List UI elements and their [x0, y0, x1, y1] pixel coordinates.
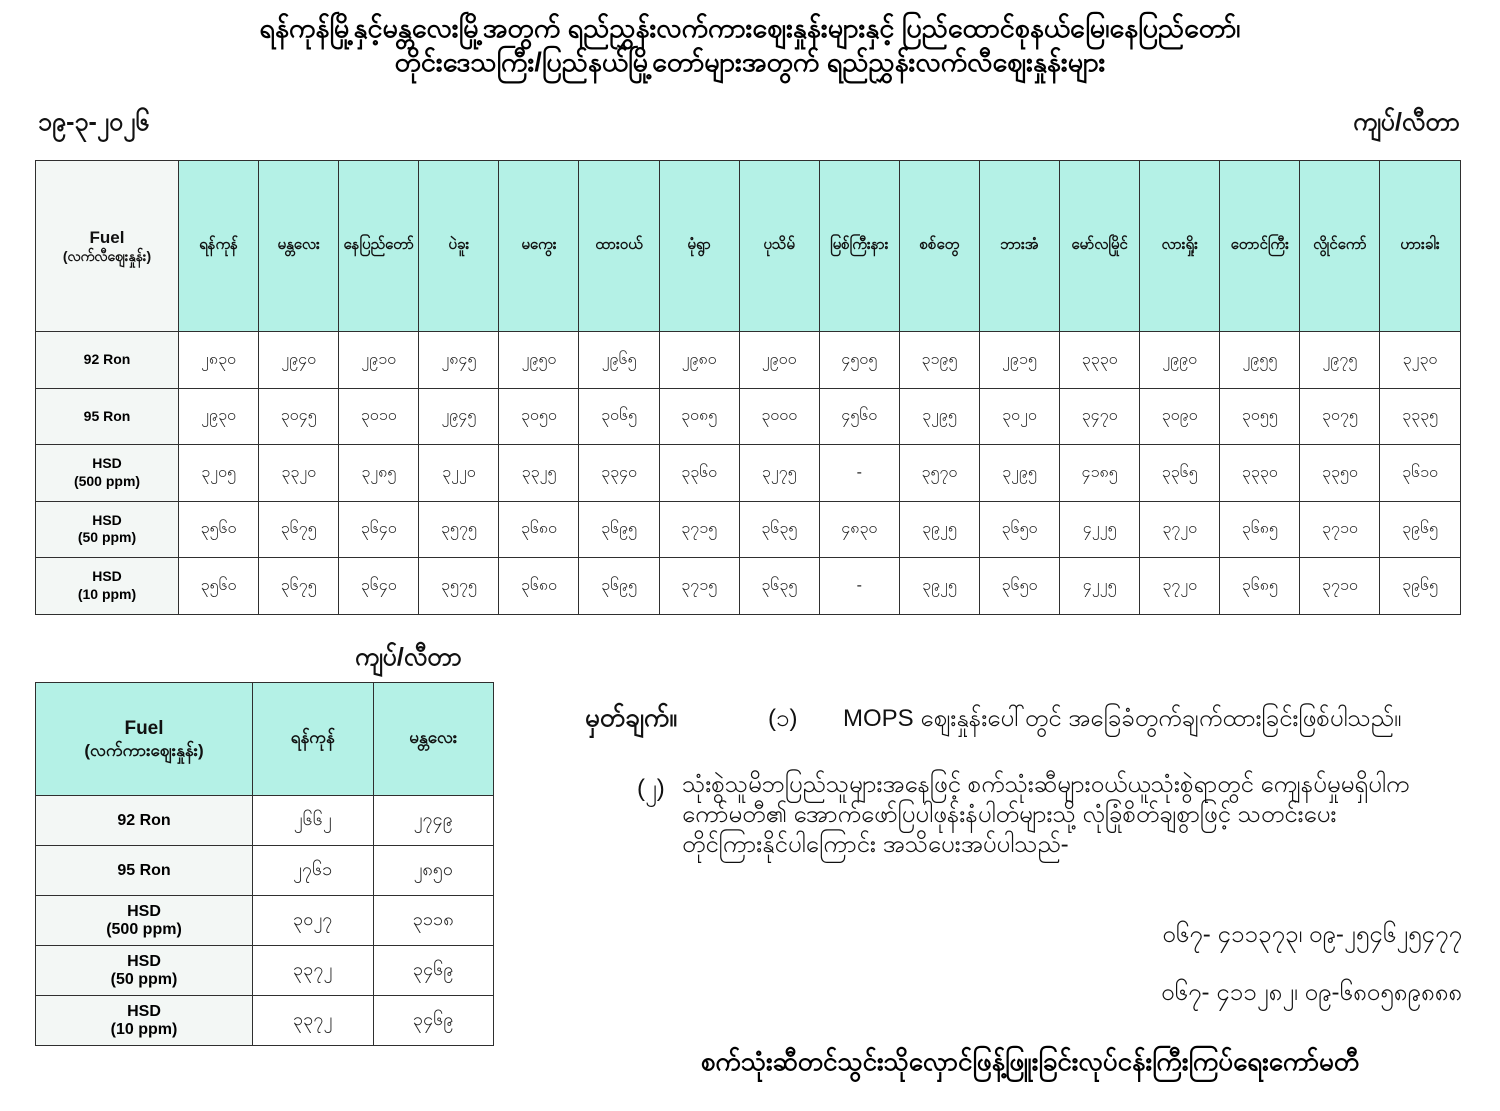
price-cell: ၃၀၇၅ — [1300, 388, 1380, 445]
price-cell: ၃၉၆၅ — [1380, 501, 1460, 558]
price-cell: ၃၇၁၀ — [1300, 501, 1380, 558]
note-1-number: (၁) — [768, 705, 798, 732]
price-cell: ၃၆၈၀ — [499, 558, 579, 615]
price-cell: ၂၉၈၀ — [659, 332, 739, 389]
price-cell: ၄၂၂၅ — [1060, 501, 1140, 558]
price-cell: ၃၆၈၅ — [1220, 558, 1300, 615]
price-cell: ၃၅၆၀ — [179, 558, 259, 615]
city-header: မြစ်ကြီးနား — [819, 161, 899, 332]
note-2-line-2: ကော်မတီ၏ အောက်ဖော်ပြပါဖုန်းနံပါတ်များသို့ လုံခြုံစိတ်ချစွာဖြင့် သတင်းပေး — [682, 801, 1337, 828]
price-cell: ၃၃၇၂ — [253, 996, 374, 1046]
price-cell: - — [819, 445, 899, 502]
note-2-text — [682, 770, 1482, 860]
price-cell: ၃၃၃၅ — [1380, 388, 1460, 445]
price-cell: ၃၆၅၀ — [979, 558, 1059, 615]
price-cell: ၂၉၇၅ — [1300, 332, 1380, 389]
table-row — [36, 501, 1461, 558]
price-cell: ၃၀၀၀ — [739, 388, 819, 445]
table-row — [36, 946, 494, 996]
committee-footer: စက်သုံးဆီတင်သွင်းသိုလှောင်ဖြန့်ဖြူးခြင်းလုပ်ငန်းကြီးကြပ်ရေးကော်မတီ — [700, 1046, 1360, 1076]
city-header: ထားဝယ် — [579, 161, 659, 332]
price-cell: ၃၇၁၀ — [1300, 558, 1380, 615]
fuel-row-label-line-1: HSD — [92, 568, 122, 585]
price-cell: ၃၃၃၀ — [1220, 445, 1300, 502]
city-header: မန္တလေး — [259, 161, 339, 332]
price-cell: ၂၈၅၀ — [373, 846, 494, 896]
fuel-row-label-line-1: 92 Ron — [117, 811, 171, 829]
fuel-row-label — [36, 796, 253, 846]
table-row — [36, 388, 1461, 445]
price-cell: ၃၀၂၇ — [253, 896, 374, 946]
note-2-line-1: သုံးစွဲသူမိဘပြည်သူများအနေဖြင့် စက်သုံးဆီများဝယ်ယူသုံးစွဲရာတွင် ကျေနပ်မှုမရှိပါက — [682, 771, 1410, 798]
price-cell: ၄၈၃၀ — [819, 501, 899, 558]
fuel-row-label — [36, 946, 253, 996]
fuel-row-label — [36, 332, 179, 389]
city-header: စစ်တွေ — [899, 161, 979, 332]
fuel-row-label-line-2: (10 ppm) — [110, 1020, 178, 1038]
price-cell: ၃၆၅၀ — [979, 501, 1059, 558]
page-title-line-1: ရန်ကုန်မြို့နှင့်မန္တလေးမြို့အတွက် ရည်ညွှန်းလက်ကားဈေးနှုန်းများနှင့် ပြည်ထောင်စုနယ်မြေ၊နေပြည်တော်၊ — [259, 13, 1241, 43]
price-cell: ၃၃၂၀ — [259, 445, 339, 502]
contact-phone-numbers — [850, 918, 1462, 1034]
wholesale-fuel-header — [36, 683, 253, 796]
price-cell: ၃၅၇၅ — [419, 558, 499, 615]
price-cell: ၃၃၄၀ — [579, 445, 659, 502]
price-cell: ၃၃၇၂ — [253, 946, 374, 996]
city-header: ပဲခူး — [419, 161, 499, 332]
price-cell: ၃၆၉၅ — [579, 501, 659, 558]
price-cell: ၂၉၄၀ — [259, 332, 339, 389]
city-header: ပုသိမ် — [739, 161, 819, 332]
table-row — [36, 332, 1461, 389]
price-cell: ၂၇၄၉ — [373, 796, 494, 846]
price-cell: ၃၀၈၅ — [659, 388, 739, 445]
fuel-row-label-line-2: (500 ppm) — [73, 472, 141, 489]
price-cell: ၃၃၆၅ — [1140, 445, 1220, 502]
price-cell: ၂၇၆၁ — [253, 846, 374, 896]
price-cell: ၃၁၉၅ — [899, 332, 979, 389]
fuel-row-label — [36, 846, 253, 896]
note-2-number: (၂) — [637, 775, 665, 802]
price-cell: ၂၉၅၅ — [1220, 332, 1300, 389]
retail-header-row — [36, 161, 1461, 332]
price-cell: ၃၀၄၅ — [259, 388, 339, 445]
price-cell: ၂၈၃၀ — [179, 332, 259, 389]
price-cell: ၃၆၁၀ — [1380, 445, 1460, 502]
price-cell: ၃၆၃၅ — [739, 501, 819, 558]
note-2-line-3: တိုင်ကြားနိုင်ပါကြောင်း အသိပေးအပ်ပါသည်- — [682, 831, 1069, 858]
table-row — [36, 558, 1461, 615]
price-cell: ၂၉၉၀ — [1140, 332, 1220, 389]
city-header: လွိုင်ကော် — [1300, 161, 1380, 332]
price-cell: ၃၀၂၀ — [979, 388, 1059, 445]
price-cell: ၂၉၅၀ — [499, 332, 579, 389]
city-header: နေပြည်တော် — [339, 161, 419, 332]
fuel-row-label-line-1: HSD — [92, 455, 122, 472]
notes-heading: မှတ်ချက်။ — [585, 702, 678, 732]
price-cell: ၃၆၄၀ — [339, 501, 419, 558]
wholesale-price-table — [35, 682, 494, 1046]
price-cell: ၂၉၁၀ — [339, 332, 419, 389]
wholesale-fuel-header-line-2: (လက်ကားဈေးနှုန်း) — [84, 741, 204, 761]
price-cell: ၂၉၃၀ — [179, 388, 259, 445]
price-cell: ၃၅၆၀ — [179, 501, 259, 558]
city-header: လားရှိုး — [1140, 161, 1220, 332]
price-cell: ၃၀၅၀ — [499, 388, 579, 445]
price-cell: ၄၁၈၅ — [1060, 445, 1140, 502]
fuel-row-label-line-1: HSD — [127, 902, 161, 920]
price-cell: ၂၉၆၅ — [579, 332, 659, 389]
fuel-row-label-line-1: 95 Ron — [83, 407, 131, 424]
table-row — [36, 896, 494, 946]
table-row — [36, 996, 494, 1046]
price-cell: ၃၄၆၉ — [373, 996, 494, 1046]
price-cell: ၃၉၆၅ — [1380, 558, 1460, 615]
price-cell: ၃၅၇၅ — [419, 501, 499, 558]
note-1-text: MOPS ဈေးနှုန်းပေါ်တွင် အခြေခံတွက်ချက်ထားခြင်းဖြစ်ပါသည်။ — [843, 705, 1402, 732]
city-header: ဟားခါး — [1380, 161, 1460, 332]
price-cell: ၃၃၃၀ — [1060, 332, 1140, 389]
fuel-row-label-line-2: (50 ppm) — [77, 529, 137, 546]
price-cell: ၃၂၂၀ — [419, 445, 499, 502]
retail-price-table — [35, 160, 1461, 615]
fuel-row-label — [36, 501, 179, 558]
price-cell: ၃၂၉၅ — [899, 388, 979, 445]
city-header: ရန်ကုန် — [179, 161, 259, 332]
fuel-row-label-line-1: HSD — [127, 952, 161, 970]
phone-line-2: ၀၆၇- ၄၁၁၂၈၂၊ ၀၉-၆၈၀၅၈၉၈၈၈ — [1161, 979, 1462, 1006]
fuel-row-label-line-2: (500 ppm) — [106, 920, 182, 938]
price-cell: ၂၆၆၂ — [253, 796, 374, 846]
unit-label-top: ကျပ်/လီတာ — [1353, 108, 1460, 136]
price-cell: ၄၅၆၀ — [819, 388, 899, 445]
price-cell: ၃၉၂၅ — [899, 558, 979, 615]
city-header: တောင်ကြီး — [1220, 161, 1300, 332]
table-row — [36, 796, 494, 846]
fuel-row-label-line-1: 92 Ron — [83, 351, 131, 367]
price-cell: ၃၇၁၅ — [659, 501, 739, 558]
price-cell: ၃၂၃၀ — [1380, 332, 1460, 389]
price-cell: ၃၆၃၅ — [739, 558, 819, 615]
unit-label-wholesale: ကျပ်/လီတာ — [355, 643, 462, 671]
fuel-row-label — [36, 558, 179, 615]
price-cell: ၃၀၁၀ — [339, 388, 419, 445]
report-date: ၁၉-၃-၂၀၂၆ — [38, 108, 150, 136]
fuel-row-label — [36, 996, 253, 1046]
price-cell: ၄၂၂၅ — [1060, 558, 1140, 615]
price-cell: ၃၃၅၀ — [1300, 445, 1380, 502]
price-cell: ၃၆၇၅ — [259, 501, 339, 558]
fuel-row-label — [36, 388, 179, 445]
price-cell: ၃၃၂၅ — [499, 445, 579, 502]
price-cell: ၃၉၂၅ — [899, 501, 979, 558]
price-cell: ၃၀၉၀ — [1140, 388, 1220, 445]
price-cell: ၃၂၀၅ — [179, 445, 259, 502]
price-cell: ၃၀၅၅ — [1220, 388, 1300, 445]
price-cell: ၃၂၈၅ — [339, 445, 419, 502]
price-cell: ၃၀၆၅ — [579, 388, 659, 445]
fuel-row-label-line-2: (50 ppm) — [110, 970, 178, 988]
price-cell: ၃၇၂၀ — [1140, 558, 1220, 615]
price-cell: ၃၄၆၉ — [373, 946, 494, 996]
retail-fuel-header-line-1: Fuel — [89, 227, 125, 247]
city-header: မကွေး — [499, 161, 579, 332]
price-cell: ၂၉၀၀ — [739, 332, 819, 389]
wholesale-header-row — [36, 683, 494, 796]
price-cell: ၃၂၉၅ — [979, 445, 1059, 502]
price-cell: ၃၇၂၀ — [1140, 501, 1220, 558]
city-header: ရန်ကုန် — [253, 683, 374, 796]
price-cell: ၃၁၁၈ — [373, 896, 494, 946]
retail-fuel-header-line-2: (လက်လီဈေးနှုန်း) — [62, 247, 152, 264]
city-header: မော်လမြိုင် — [1060, 161, 1140, 332]
city-header: မုံရွာ — [659, 161, 739, 332]
city-header: ဘားအံ — [979, 161, 1059, 332]
phone-line-1: ၀၆၇- ၄၁၁၃၇၃၊ ၀၉-၂၅၄၆၂၅၄၇၇ — [1162, 921, 1462, 948]
fuel-row-label-line-2: (10 ppm) — [77, 585, 137, 602]
page-title — [0, 12, 1500, 80]
price-cell: - — [819, 558, 899, 615]
retail-fuel-header — [36, 161, 179, 332]
price-cell: ၃၆၇၅ — [259, 558, 339, 615]
table-row — [36, 445, 1461, 502]
price-cell: ၃၇၁၅ — [659, 558, 739, 615]
price-cell: ၃၅၇၀ — [899, 445, 979, 502]
price-cell: ၃၂၇၅ — [739, 445, 819, 502]
price-cell: ၃၆၄၀ — [339, 558, 419, 615]
wholesale-fuel-header-line-1: Fuel — [124, 717, 164, 739]
price-cell: ၃၆၈၅ — [1220, 501, 1300, 558]
price-cell: ၄၅၀၅ — [819, 332, 899, 389]
fuel-row-label-line-1: 95 Ron — [117, 861, 171, 879]
price-cell: ၃၆၈၀ — [499, 501, 579, 558]
fuel-row-label-line-1: HSD — [92, 511, 122, 528]
fuel-row-label — [36, 896, 253, 946]
fuel-row-label — [36, 445, 179, 502]
price-cell: ၂၉၁၅ — [979, 332, 1059, 389]
price-cell: ၃၆၉၅ — [579, 558, 659, 615]
price-cell: ၃၃၆၀ — [659, 445, 739, 502]
table-row — [36, 846, 494, 896]
city-header: မန္တလေး — [373, 683, 494, 796]
price-cell: ၂၈၄၅ — [419, 332, 499, 389]
price-cell: ၃၄၇၀ — [1060, 388, 1140, 445]
page-title-line-2: တိုင်းဒေသကြီး/ပြည်နယ်မြို့တော်များအတွက် ရည်ညွှန်းလက်လီဈေးနှုန်းများ — [394, 46, 1106, 77]
fuel-row-label-line-1: HSD — [127, 1002, 161, 1020]
price-cell: ၂၉၄၅ — [419, 388, 499, 445]
